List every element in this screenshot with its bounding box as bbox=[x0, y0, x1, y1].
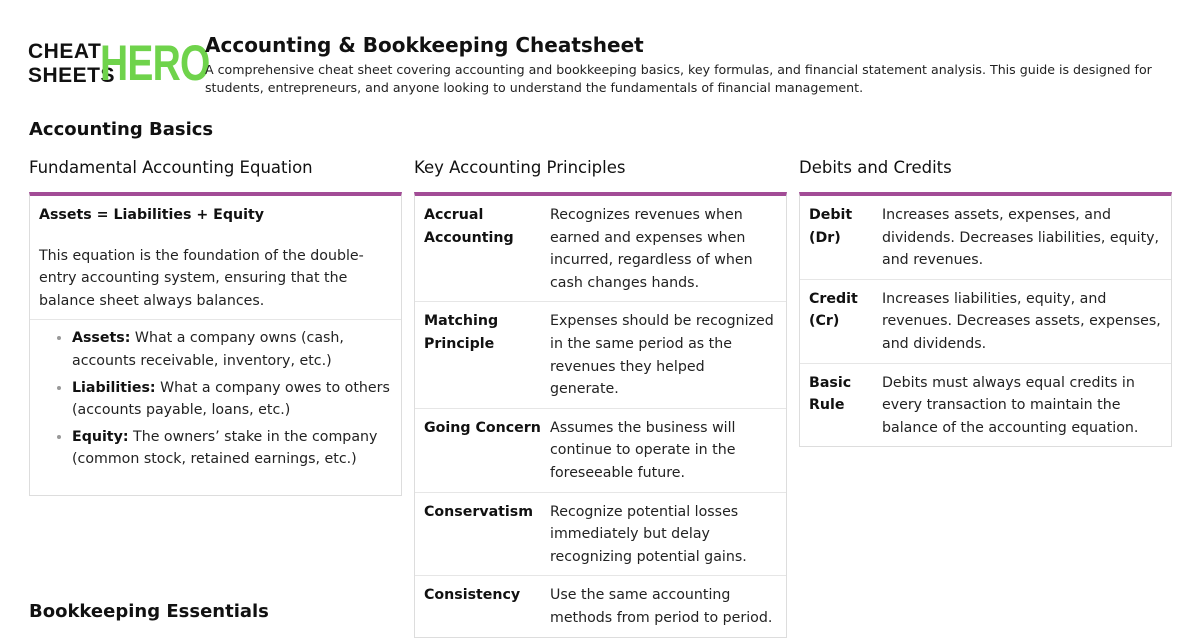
formula: Assets = Liabilities + Equity bbox=[39, 207, 265, 223]
table-row bbox=[800, 196, 1171, 280]
logo-hero: HERO bbox=[100, 35, 210, 91]
row-term: Consistency bbox=[424, 587, 521, 604]
cheatsheets-hero-logo[interactable] bbox=[28, 35, 210, 91]
list-item bbox=[72, 377, 392, 422]
row-desc: Increases liabilities, equity, and revenues. Decreases assets, expenses, and dividends. bbox=[882, 290, 1161, 352]
item-term: Equity: bbox=[72, 428, 129, 445]
section-heading-bookkeeping: Bookkeeping Essentials bbox=[29, 601, 269, 622]
row-desc: Assumes the business will continue to operate in the foreseeable future. bbox=[550, 419, 736, 481]
equation-list bbox=[30, 320, 401, 495]
row-desc: Recognize potential losses immediately but delay recognizing potential gains. bbox=[550, 503, 747, 565]
row-desc: Expenses should be recognized in the same period as the revenues they helped generate. bbox=[550, 313, 774, 398]
logo-line2: SHEETS bbox=[28, 64, 116, 87]
item-term: Liabilities: bbox=[72, 379, 156, 396]
page-title: Accounting & Bookkeeping Cheatsheet bbox=[205, 33, 644, 57]
card-title: Debits and Credits bbox=[799, 158, 952, 177]
table-row bbox=[800, 280, 1171, 364]
table-row bbox=[415, 302, 786, 408]
table-row bbox=[415, 409, 786, 493]
card-title: Fundamental Accounting Equation bbox=[29, 158, 313, 177]
row-desc: Debits must always equal credits in every transaction to maintain the balance of the accounting equation. bbox=[882, 374, 1139, 436]
item-desc: What a company owns (cash, accounts receivable, inventory, etc.) bbox=[72, 330, 344, 369]
section-heading-accounting-basics: Accounting Basics bbox=[29, 119, 214, 140]
item-term: Assets: bbox=[72, 330, 131, 347]
row-term: Debit (Dr) bbox=[809, 207, 853, 246]
list-item bbox=[72, 426, 392, 471]
row-desc: Recognizes revenues when earned and expenses when incurred, regardless of when cash changes hands. bbox=[550, 207, 753, 291]
list-item bbox=[72, 327, 392, 372]
equation-card bbox=[29, 158, 402, 496]
logo-line1: CHEAT bbox=[28, 40, 102, 63]
row-term: Going Concern bbox=[424, 419, 541, 436]
row-desc: Increases assets, expenses, and dividends. Decreases liabilities, equity, and revenues. bbox=[882, 207, 1160, 269]
table-row bbox=[415, 196, 786, 302]
table-row bbox=[415, 576, 786, 636]
item-desc: What a company owes to others (accounts payable, loans, etc.) bbox=[72, 379, 390, 419]
row-term: Matching Principle bbox=[424, 313, 499, 352]
row-desc: Use the same accounting methods from period to period. bbox=[550, 587, 773, 626]
row-term: Accrual Accounting bbox=[424, 207, 514, 246]
table-row bbox=[415, 493, 786, 577]
row-term: Conservatism bbox=[424, 503, 534, 520]
item-desc: The owners’ stake in the company (common stock, retained earnings, etc.) bbox=[72, 428, 378, 468]
principles-card bbox=[414, 158, 787, 638]
equation-text: This equation is the foundation of the double-entry accounting system, ensuring that the balance sheet always balances. bbox=[30, 231, 401, 321]
row-term: Basic Rule bbox=[809, 374, 852, 414]
row-term: Credit (Cr) bbox=[809, 290, 858, 330]
debits-credits-card bbox=[799, 158, 1172, 447]
table-row bbox=[800, 364, 1171, 447]
page-description: A comprehensive cheat sheet covering accounting and bookkeeping basics, key formulas, and financial statement analysis. This guide is designed for students, entrepreneurs, and anyone looking to understand the fundamentals of financial management. bbox=[205, 62, 1152, 95]
card-title: Key Accounting Principles bbox=[414, 158, 626, 177]
